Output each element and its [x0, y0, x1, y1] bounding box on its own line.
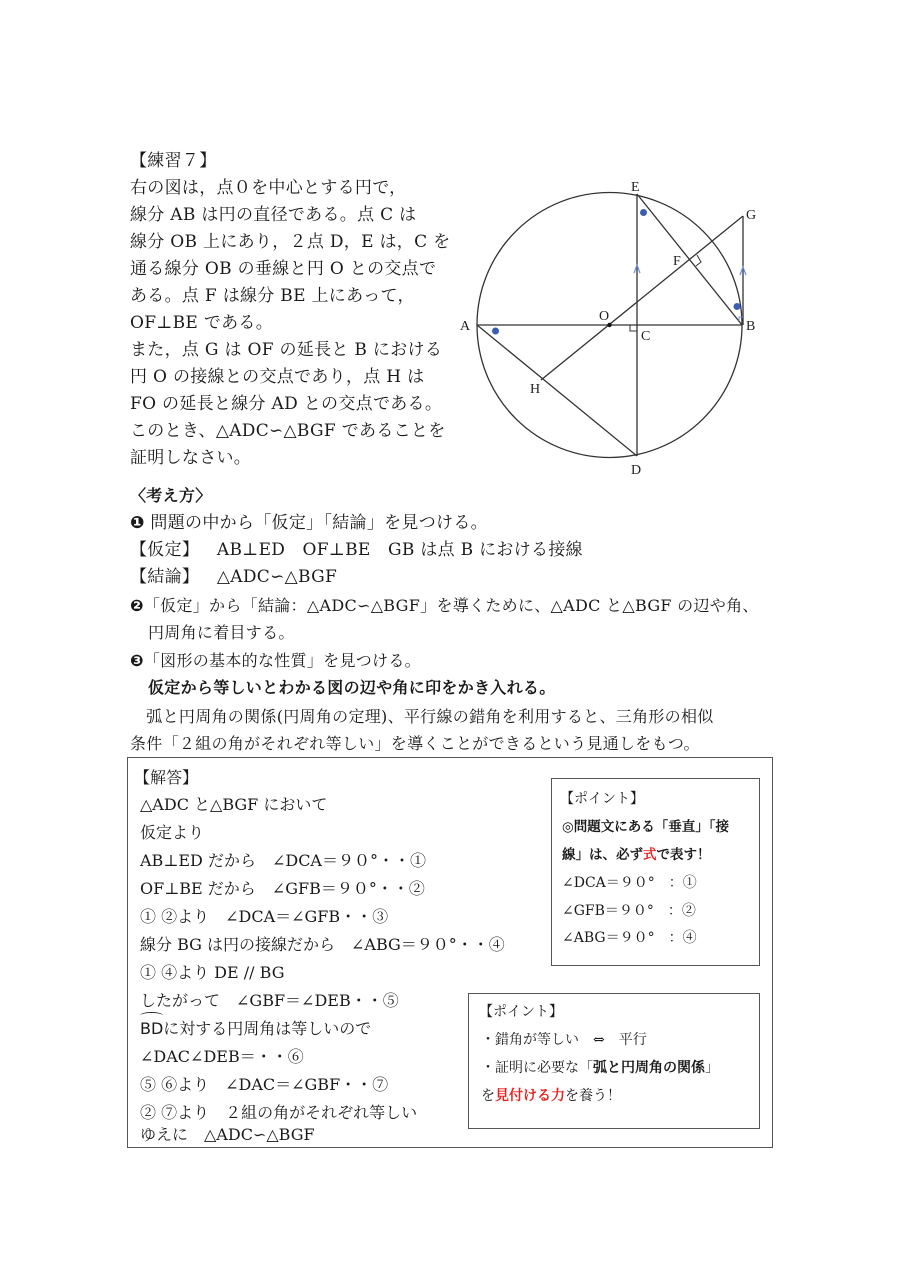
problem-line: 線分 AB は円の直径である。点 C は	[130, 205, 417, 225]
point-2-line-2a: ・証明に必要な「	[481, 1060, 593, 1076]
point-2-line-2b: 」	[705, 1060, 719, 1076]
answer-line: ⑤ ⑥より ∠DAC＝∠GBF・・⑦	[140, 1075, 389, 1094]
label-b: B	[746, 319, 756, 334]
point-2-line-3	[481, 1084, 621, 1108]
approach-step-3	[130, 648, 421, 674]
step-3-icon: ❸	[130, 651, 144, 670]
label-a: A	[460, 319, 471, 334]
geometry-figure	[0, 0, 905, 500]
conclusion-label: 【結論】	[130, 567, 200, 587]
problem-line: このとき、△ADC∽△BGF であることを	[130, 421, 446, 441]
approach-step-1	[130, 510, 488, 536]
point-1-item: ∠DCA＝９０° ：①	[562, 875, 697, 891]
answer-line: OF⊥BE だから ∠GFB＝９０°・・②	[140, 879, 425, 898]
approach-note-1: 弧と円周角の関係(円周角の定理)、平行線の錯角を利用すると、三角形の相似	[130, 707, 714, 726]
answer-title: 【解答】	[134, 768, 199, 787]
point-2-line-3a: を	[481, 1088, 495, 1104]
answer-line: ∠DAC∠DEB＝・・⑥	[140, 1047, 304, 1066]
point-1-line-2	[562, 843, 711, 867]
label-g: G	[746, 208, 757, 223]
conclusion-value: △ADC∽△BGF	[216, 567, 338, 587]
assumption-value: AB⊥ED OF⊥BE GB は点 B における接線	[216, 540, 583, 560]
point-2-line-2	[481, 1056, 719, 1080]
problem-line: 円 O の接線との交点であり，点 H は	[130, 367, 425, 387]
label-o: O	[599, 309, 610, 324]
point-2-red-text: 見付ける力	[495, 1088, 565, 1104]
point-box-2	[468, 993, 760, 1129]
assumption-row	[130, 537, 583, 563]
arc-bd-label: BD	[140, 1015, 163, 1043]
answer-line: ゆえに △ADC∽△BGF	[140, 1125, 315, 1144]
assumption-label: 【仮定】	[130, 540, 200, 560]
problem-line: 右の図は，点０を中心とする円で，	[130, 178, 407, 198]
point-1-title: 【ポイント】	[560, 791, 644, 807]
right-angle-f	[696, 255, 701, 266]
answer-line: ② ⑦より ２組の角がそれぞれ等しい	[140, 1103, 418, 1122]
step-2-icon: ❷	[130, 596, 144, 615]
problem-line: 通る線分 OB の垂線と円 O との交点で	[130, 259, 437, 279]
angle-mark-b	[734, 303, 741, 310]
approach-note-2: 条件「２組の角がそれぞれ等しい」を導くことができるという見通しをもつ。	[130, 734, 700, 753]
step-3-bold-text: 仮定から等しいとわかる図の辺や角に印をかき入れる。	[148, 678, 556, 697]
problem-line: ある。点 F は線分 BE 上にあって，	[130, 286, 415, 306]
label-h: H	[530, 382, 541, 397]
point-2-bold-text: 弧と円周角の関係	[593, 1060, 705, 1076]
answer-line: ① ②より ∠DCA＝∠GFB・・③	[140, 907, 389, 926]
answer-line: 線分 BG は円の接線だから ∠ABG＝９０°・・④	[140, 935, 505, 954]
step-1-text: 問題の中から「仮定」「結論」を見つける。	[150, 513, 488, 533]
exercise-title: 【練習７】	[130, 151, 217, 171]
conclusion-row	[130, 564, 337, 590]
angle-mark-e	[640, 209, 647, 216]
problem-line: 線分 OB 上にあり，２点 D，E は，C を	[130, 232, 451, 252]
point-1-line-2a: 線」は、必ず	[562, 847, 643, 863]
approach-heading: 〈考え方〉	[130, 486, 212, 505]
label-c: C	[641, 329, 651, 344]
answer-line: ① ④より DE // BG	[140, 963, 285, 982]
point-box-1	[551, 778, 760, 966]
step-2-text: 「仮定」から「結論：△ADC∽△BGF」を導くために、△ADC と△BGF の辺や角、	[143, 596, 759, 615]
problem-line: OF⊥BE である。	[130, 313, 274, 333]
answer-line: したがって ∠GBF＝∠DEB・・⑤	[140, 991, 399, 1010]
point-1-item: ∠GFB＝９０° ：②	[562, 903, 696, 919]
angle-mark-a	[492, 328, 499, 335]
segment-hg	[541, 216, 743, 380]
label-f: F	[673, 254, 681, 269]
point-1-red-word: 式	[643, 847, 657, 863]
point-1-item: ∠ABG＝９０° ：④	[562, 930, 697, 946]
problem-line: 証明しなさい。	[130, 448, 252, 468]
problem-line: FO の延長と線分 AD との交点である。	[130, 394, 443, 414]
step-3-text: 「図形の基本的な性質」を見つける。	[143, 651, 421, 670]
answer-arc-line	[140, 1015, 371, 1043]
step-2-text-cont: 円周角に着目する。	[148, 623, 295, 642]
point-2-line-3b: を養う！	[565, 1088, 621, 1104]
approach-step-2	[130, 593, 759, 619]
problem-line: また，点 G は OF の延長と B における	[130, 340, 443, 360]
step-1-icon: ❶	[130, 513, 145, 533]
point-1-line-2b: で表す！	[656, 847, 711, 863]
answer-line: △ADC と△BGF において	[140, 795, 328, 814]
point-1-line-1: ◎問題文にある「垂直」「接	[562, 819, 730, 835]
point-2-title: 【ポイント】	[479, 1004, 563, 1020]
label-e: E	[631, 180, 640, 195]
answer-line: 仮定より	[140, 823, 205, 842]
label-d: D	[631, 463, 642, 478]
point-2-line-1: ・錯角が等しい ⇔ 平行	[481, 1032, 647, 1048]
right-angle-c	[630, 325, 637, 331]
arc-line-rest: に対する円周角は等しいので	[163, 1019, 372, 1038]
answer-line: AB⊥ED だから ∠DCA＝９０°・・①	[140, 851, 426, 870]
segment-ad	[477, 325, 637, 456]
